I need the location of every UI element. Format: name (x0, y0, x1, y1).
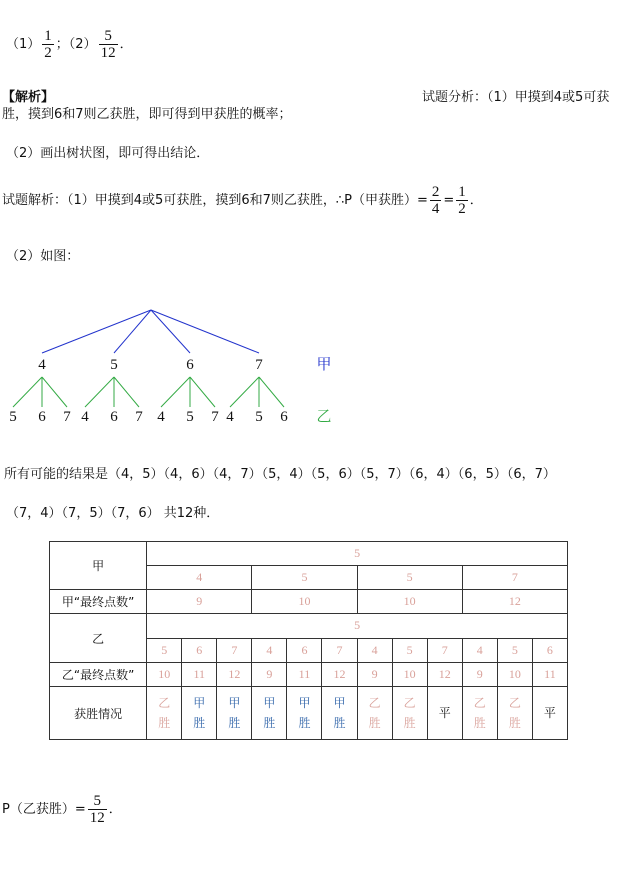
analysis-line-2: 胜，摸到6和7则乙获胜，即可得到甲获胜的概率； (2, 107, 292, 122)
result-cell (532, 687, 567, 740)
result-char: 胜 (473, 716, 486, 730)
answer-line (6, 28, 133, 61)
tree-branch-line (151, 310, 259, 353)
tree-level-1-nodes (38, 357, 263, 373)
yi-draw-cell: 6 (287, 638, 322, 663)
jia-draw-cell: 5 (357, 566, 462, 590)
tree-branch-line (151, 310, 190, 353)
tree-node-level-1: 4 (38, 357, 46, 373)
jia-header-cell: 甲 (50, 542, 147, 590)
yi-final-cell: 11 (532, 663, 567, 687)
result-char: 胜 (333, 716, 346, 730)
result-char: 平 (438, 706, 451, 720)
result-cell (182, 687, 217, 740)
result-char: 甲 (263, 696, 276, 710)
answer-part1-label: （1） (6, 37, 41, 52)
result-char: 乙 (508, 696, 521, 710)
fraction-denominator: 12 (89, 810, 105, 826)
table-row (50, 590, 568, 614)
result-char: 胜 (298, 716, 311, 730)
table-row (50, 614, 568, 639)
result-char: 甲 (228, 696, 241, 710)
tree-node-level-2: 4 (81, 409, 89, 425)
yi-final-cell: 9 (252, 663, 287, 687)
tree-branch-line (190, 377, 215, 407)
result-char: 胜 (263, 716, 276, 730)
result-cell (497, 687, 532, 740)
fraction-numerator: 1 (458, 184, 466, 200)
solution-line (2, 184, 483, 217)
jia-final-label-cell: 甲“最终点数” (50, 590, 147, 614)
yi-draw-cell: 4 (462, 638, 497, 663)
yi-draw-cell: 5 (147, 638, 182, 663)
analysis-line-3: （2）画出树状图，即可得出结论． (6, 146, 210, 161)
yi-final-cell: 11 (287, 663, 322, 687)
tree-node-level-2: 5 (9, 409, 17, 425)
result-char: 甲 (193, 696, 206, 710)
table-row (50, 687, 568, 740)
table-row (50, 542, 568, 566)
jia-final-cell: 10 (252, 590, 357, 614)
yi-draw-cell: 5 (392, 638, 427, 663)
yi-draw-cell: 7 (217, 638, 252, 663)
tree-branch-line (85, 377, 114, 407)
tree-bottom-branches (13, 377, 284, 407)
result-label-cell: 获胜情况 (50, 687, 147, 740)
tree-label-yi: 乙 (316, 407, 332, 425)
answer-end: ． (119, 37, 133, 52)
yi-final-cell: 10 (392, 663, 427, 687)
yi-final-cell: 10 (147, 663, 182, 687)
fraction-denominator: 2 (44, 45, 52, 61)
tree-node-level-2: 5 (186, 409, 194, 425)
result-char: 乙 (158, 696, 171, 710)
tree-branch-line (259, 377, 284, 407)
result-char: 胜 (193, 716, 206, 730)
analysis-intro: 试题分析：（1）甲摸到4或5可获 (422, 90, 610, 105)
tree-branch-line (230, 377, 259, 407)
fraction-denominator: 2 (458, 201, 466, 217)
tree-branch-line (114, 377, 139, 407)
yi-draw-cell: 4 (357, 638, 392, 663)
tree-branch-line (114, 310, 151, 353)
result-char: 乙 (368, 696, 381, 710)
yi-final-cell: 12 (427, 663, 462, 687)
final-line (2, 793, 122, 826)
tree-node-level-2: 5 (255, 409, 263, 425)
answer-separator: ；（2） (55, 37, 97, 52)
solution-end: ． (469, 193, 483, 208)
outcomes-line-1: 所有可能的结果是（4，5）（4，6）（4，7）（5，4）（5，6）（5，7）（6，4）（6，5）（6，7） (4, 467, 556, 482)
answer-fraction-1 (42, 28, 54, 61)
tree-branch-line (13, 377, 42, 407)
jia-final-cell: 9 (147, 590, 252, 614)
table-row (50, 663, 568, 687)
solution-fraction-2 (456, 184, 468, 217)
result-cell (147, 687, 182, 740)
result-cell (462, 687, 497, 740)
fraction-numerator: 5 (93, 793, 101, 809)
jia-draw-cell: 7 (462, 566, 567, 590)
yi-final-label-cell: 乙“最终点数” (50, 663, 147, 687)
tree-node-level-1: 6 (186, 357, 194, 373)
fraction-numerator: 2 (431, 184, 440, 200)
tree-node-level-2: 4 (157, 409, 165, 425)
yi-top-cell: 5 (147, 614, 568, 639)
yi-final-cell: 11 (182, 663, 217, 687)
yi-final-cell: 12 (322, 663, 357, 687)
fraction-denominator: 4 (431, 201, 440, 217)
yi-final-cell: 9 (357, 663, 392, 687)
final-end: ． (108, 802, 122, 817)
yi-draw-cell: 7 (322, 638, 357, 663)
yi-final-cell: 9 (462, 663, 497, 687)
result-char: 胜 (508, 716, 521, 730)
yi-draw-cell: 7 (427, 638, 462, 663)
tree-node-level-1: 7 (255, 357, 263, 373)
result-cell (357, 687, 392, 740)
yi-header-cell: 乙 (50, 614, 147, 663)
tree-diagram (0, 305, 630, 425)
result-char: 甲 (333, 696, 346, 710)
figure-caption: （2）如图： (6, 249, 80, 264)
tree-node-level-2: 7 (63, 409, 71, 425)
result-char: 甲 (298, 696, 311, 710)
jia-top-cell: 5 (147, 542, 568, 566)
yi-draw-cell: 4 (252, 638, 287, 663)
yi-draw-cell: 6 (532, 638, 567, 663)
solution-fraction-1 (430, 184, 442, 217)
answer-fraction-2 (99, 28, 118, 61)
result-table (49, 541, 568, 740)
result-cell (287, 687, 322, 740)
final-fraction (88, 793, 107, 826)
fraction-numerator: 1 (44, 28, 52, 44)
jia-draw-cell: 5 (252, 566, 357, 590)
jia-final-cell: 10 (357, 590, 462, 614)
yi-draw-cell: 5 (497, 638, 532, 663)
equals-sign: = (443, 193, 455, 208)
result-char: 胜 (368, 716, 381, 730)
result-char: 胜 (403, 716, 416, 730)
result-cell (322, 687, 357, 740)
tree-node-level-2: 7 (135, 409, 143, 425)
tree-node-level-2: 4 (226, 409, 234, 425)
tree-node-level-2: 6 (280, 409, 288, 425)
tree-branch-line (42, 377, 67, 407)
final-text: P（乙获胜）= (2, 802, 86, 817)
result-char: 平 (543, 706, 556, 720)
tree-node-level-1: 5 (110, 357, 118, 373)
result-char: 乙 (473, 696, 486, 710)
tree-node-level-2: 6 (38, 409, 46, 425)
result-char: 乙 (403, 696, 416, 710)
tree-level-2-nodes (9, 409, 288, 425)
tree-node-level-2: 6 (110, 409, 118, 425)
result-cell (427, 687, 462, 740)
tree-top-branches (42, 310, 259, 353)
jia-draw-cell: 4 (147, 566, 252, 590)
tree-label-jia: 甲 (316, 355, 332, 373)
tree-node-level-2: 7 (211, 409, 219, 425)
result-char: 胜 (158, 716, 171, 730)
solution-text: 试题解析：（1）甲摸到4或5可获胜，摸到6和7则乙获胜，∴P（甲获胜）= (2, 193, 428, 208)
outcomes-line-2: （7，4）（7，5）（7，6） 共12种． (6, 506, 220, 521)
result-char: 胜 (228, 716, 241, 730)
jia-final-cell: 12 (462, 590, 567, 614)
result-cell (392, 687, 427, 740)
analysis-heading: 【解析】 (2, 90, 55, 105)
tree-branch-line (42, 310, 151, 353)
fraction-numerator: 5 (104, 28, 112, 44)
yi-final-cell: 12 (217, 663, 252, 687)
yi-draw-cell: 6 (182, 638, 217, 663)
result-cell (217, 687, 252, 740)
fraction-denominator: 12 (100, 45, 116, 61)
yi-final-cell: 10 (497, 663, 532, 687)
result-cell (252, 687, 287, 740)
tree-branch-line (161, 377, 190, 407)
